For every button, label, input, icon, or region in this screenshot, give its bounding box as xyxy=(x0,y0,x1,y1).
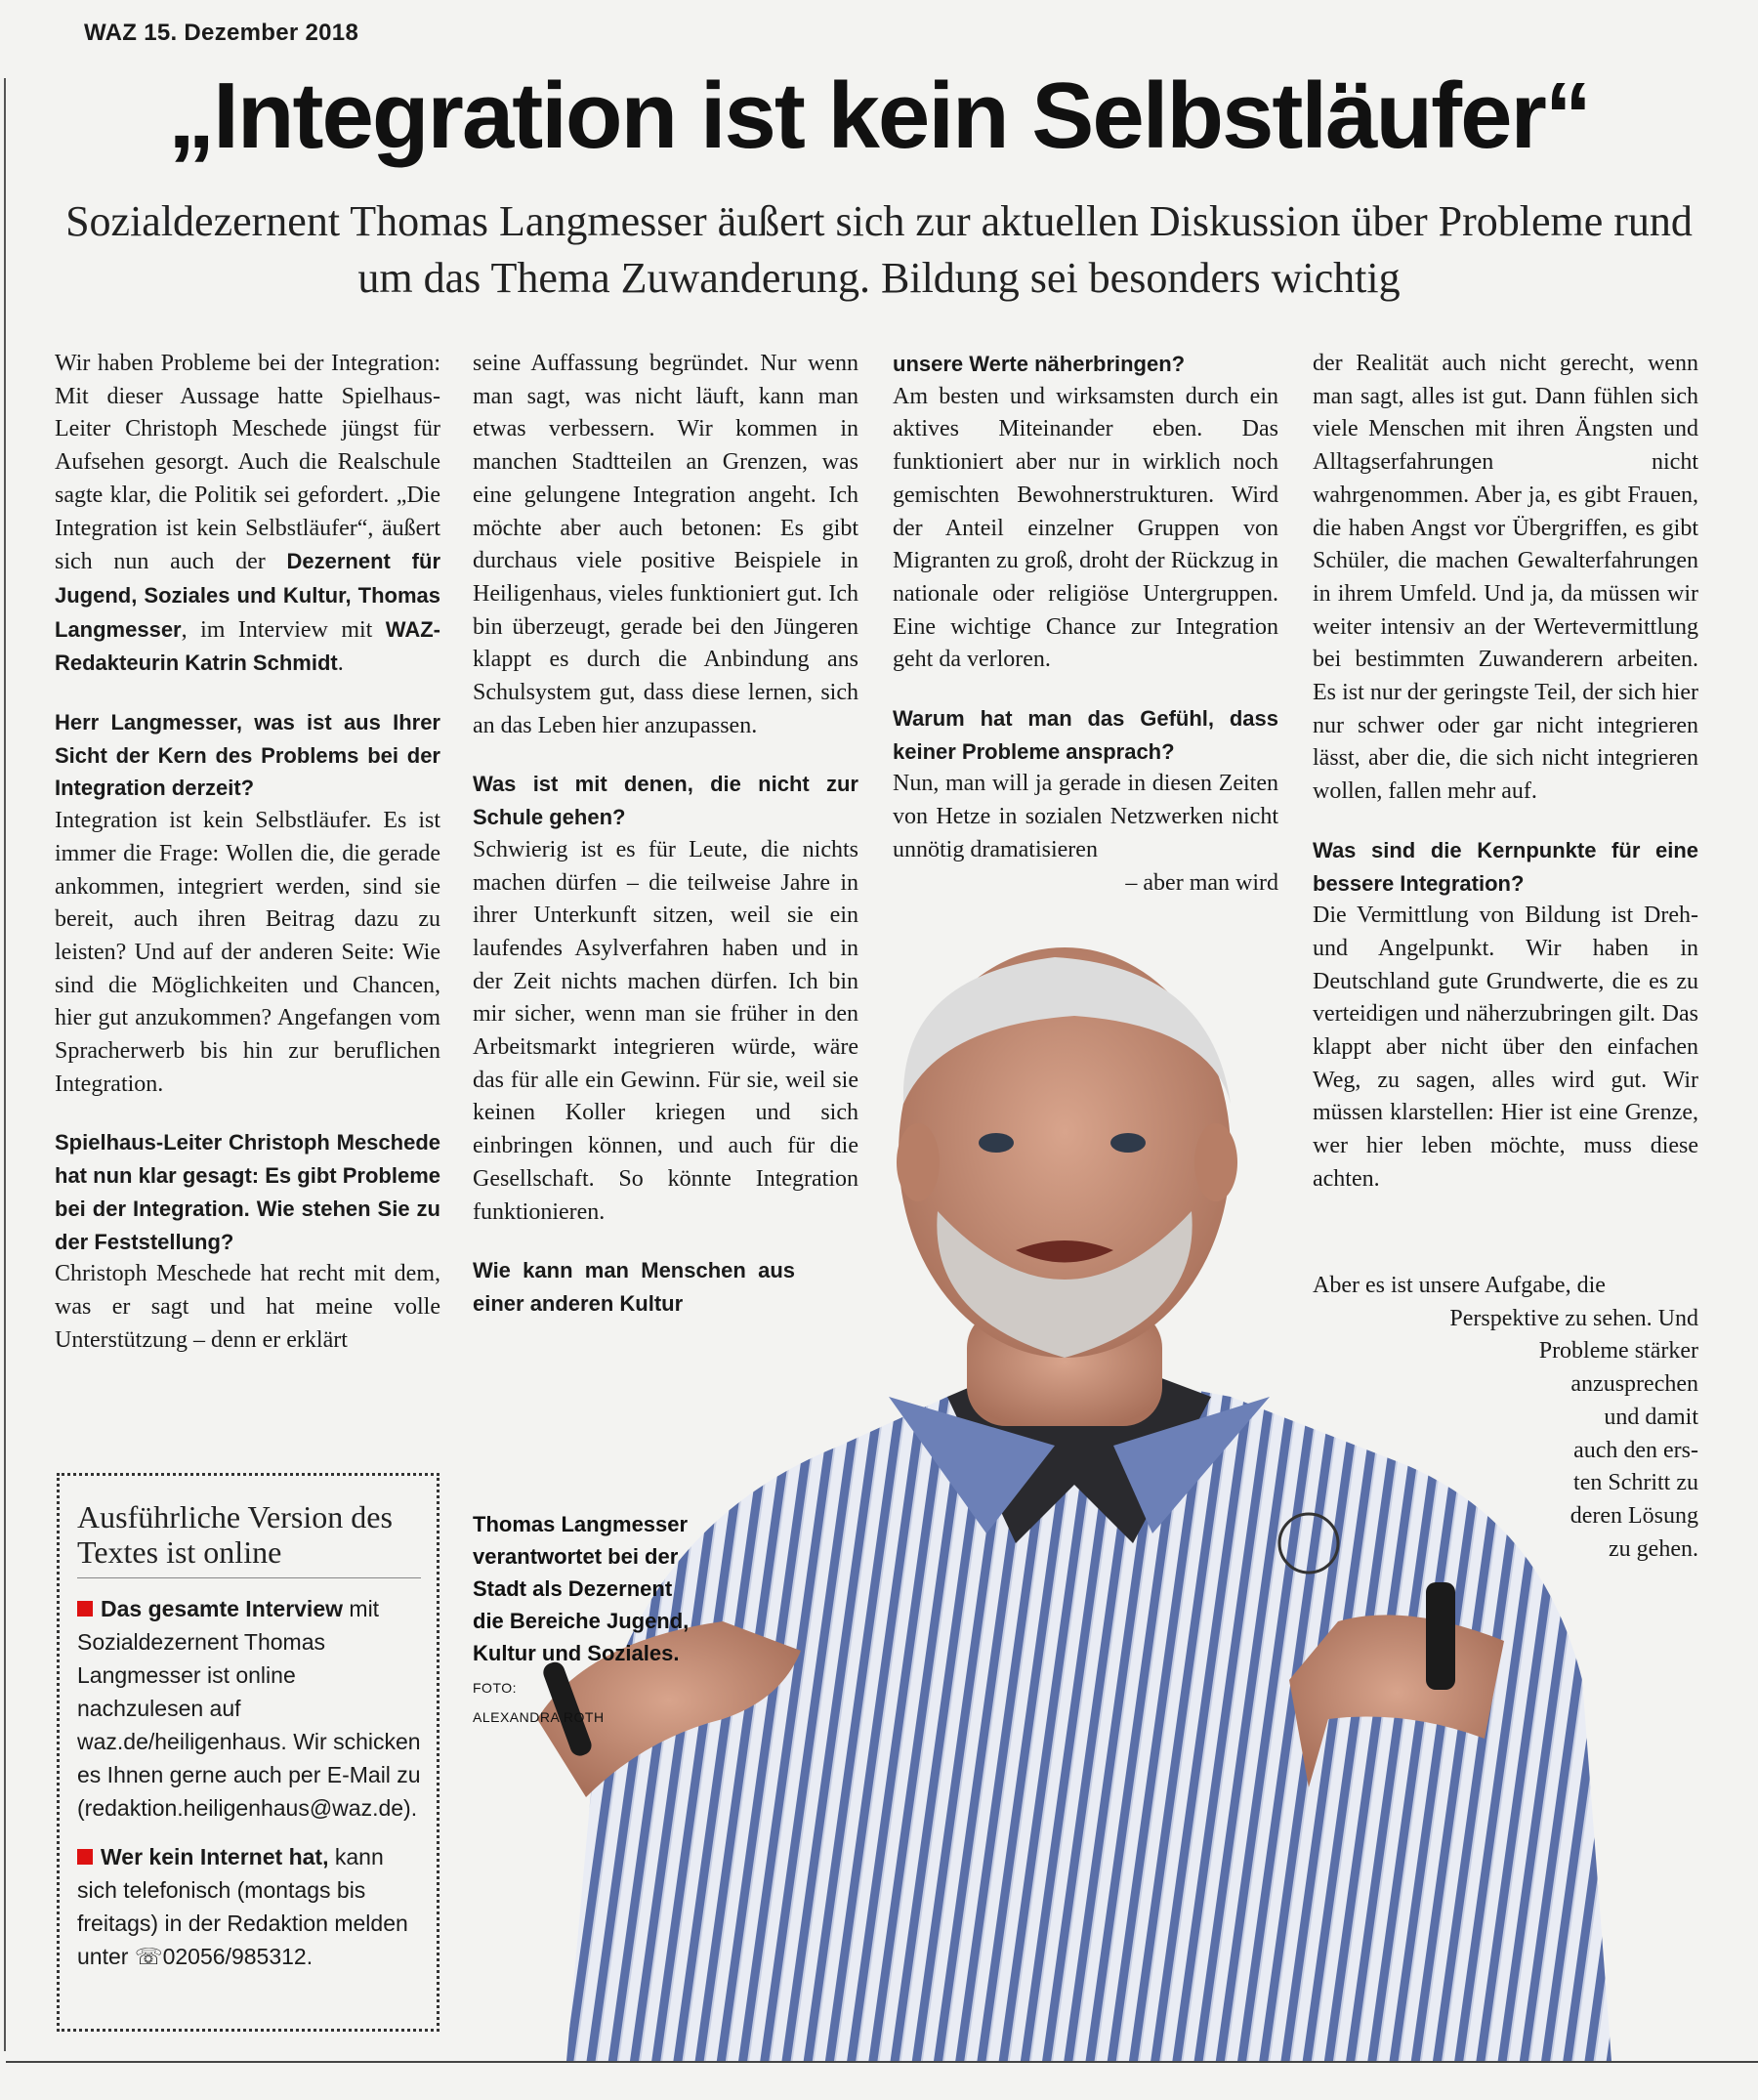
answer-5-end: – aber man wird xyxy=(1125,869,1278,896)
wrap-line: Aber es ist unsere Aufgabe, die xyxy=(1313,1273,1606,1298)
intro-paragraph xyxy=(55,348,440,681)
headline: „Integration ist kein Selbstläufer“ xyxy=(168,63,1590,168)
wrap-line: Perspektive zu sehen. Und xyxy=(1449,1305,1698,1331)
info-bold-lead: Das gesamte Interview xyxy=(101,1596,344,1621)
online-info-box xyxy=(57,1473,440,2032)
wrap-line: zu gehen. xyxy=(1609,1535,1698,1562)
answer-1: Integration ist kein Selbstläufer. Es ist immer die Frage: Wollen die, die gerade ankommen, integriert werden, sind sie bereit, auch ihren Beitrag dazu zu leisten? Und auf der anderen Seite: Wie sind die Möglichkeiten und Chancen, hier gut anzukommen? Angefangen vom Spracherwerb bis hin zur beruflichen Integration. xyxy=(55,808,440,1097)
dateline: WAZ 15. Dezember 2018 xyxy=(84,20,359,46)
question-6: Was sind die Kernpunkte für eine bessere Integration? xyxy=(1313,837,1698,896)
intro-end: . xyxy=(337,651,344,677)
info-bold-lead: Wer kein Internet hat, xyxy=(101,1844,329,1869)
answer-6: Die Vermittlung von Bildung ist Dreh- und Angelpunkt. Wir haben in Deutschland gute Grundwerte, die es zu verteidigen und näherzubringen gilt. Das klappt aber nicht über den einfachen Weg, zu sagen, alles wird gut. Wir müssen klarstellen: Hier ist eine Grenze, wer hier leben möchte, muss diese achten. xyxy=(1313,903,1698,1192)
wrap-line: und damit xyxy=(1604,1404,1698,1430)
phone-number: 02056/985312. xyxy=(162,1944,314,1969)
caption-credit-name: ALEXANDRA ROTH xyxy=(473,1709,605,1725)
subheadline: Sozialdezernent Thomas Langmesser äußert sich zur aktuellen Diskussion über Probleme rund um das Thema Zuwanderung. Bildung sei besonders wichtig xyxy=(65,197,1693,302)
intro-person-bold: Dezernent für Jugend, Soziales und Kultur, Thomas Langmesser xyxy=(55,549,440,642)
info-paragraph-2 xyxy=(77,1840,421,1973)
answer-5-continued: der Realität auch nicht gerecht, wenn man sagt, alles ist gut. Dann fühlen sich viele Menschen mit ihren Ängsten und Alltagserfahrungen nicht wahrgenommen. Aber ja, es gibt Frauen, die haben Angst vor Übergriffen, es gibt Schüler, die machen Gewalterfahrungen in ihrem Umfeld. Und ja, da müssen wir weiter intensiv an der Wertevermittlung bei bestimmten Zuwanderern arbeiten. Es ist nur der geringste Teil, der sich hier nur schwer oder gar nicht integrieren lässt, aber die, die sich nicht integrieren wollen, fallen mehr auf. xyxy=(1313,351,1698,805)
caption-credit-label: FOTO: xyxy=(473,1680,518,1696)
answer-6-wrapped xyxy=(1313,1270,1698,1566)
intro-author-bold: WAZ-Redakteurin Katrin Schmidt xyxy=(55,616,440,676)
phone-icon: ☏ xyxy=(134,1944,163,1969)
intro-text-2: , im Interview mit xyxy=(181,616,386,643)
caption-text: Thomas Langmesser verantwortet bei der Stadt als Dezernent die Bereiche Jugend, Kultur und Soziales. xyxy=(473,1512,690,1665)
intro-text: Wir haben Probleme bei der Integration: Mit dieser Aussage hatte Spielhaus-Leiter Christoph Meschede jüngst für Aufsehen gesorgt. Auch die Realschule sagte klar, die Politik sei gefordert. „Die Integration ist kein Selbstläufer“, äußert sich nun auch der xyxy=(55,351,440,575)
page-border-bottom xyxy=(6,2061,1758,2063)
question-1: Herr Langmesser, was ist aus Ihrer Sicht der Kern des Problems bei der Integration derzeit? xyxy=(55,710,440,801)
info-text: kann sich telefonisch (montags bis freitags) in der Redaktion melden unter xyxy=(77,1844,408,1969)
question-5: Warum hat man das Gefühl, dass keiner Probleme ansprach? xyxy=(893,706,1278,764)
page-border-left xyxy=(4,78,6,2051)
answer-5: Nun, man will ja gerade in diesen Zeiten von Hetze in sozialen Netzwerken nicht unnötig dramatisieren xyxy=(893,771,1278,862)
info-text: mit Sozialdezernent Thomas Langmesser ist online nachzulesen auf waz.de/heiligenhaus. Wir schicken es Ihnen gerne auch per E-Mail zu (redaktion.heiligenhaus@waz.de). xyxy=(77,1596,421,1821)
wrap-line: auch den ers- xyxy=(1573,1437,1698,1463)
red-square-bullet-icon xyxy=(77,1601,93,1617)
wrap-line: anzusprechen xyxy=(1570,1371,1698,1398)
answer-3: Schwierig ist es für Leute, die nichts machen dürfen – die teilweise Jahre in ihrer Unterkunft sitzen, weil sie ein laufendes Asylverfahren haben und in der Zeit nichts machen dürfen. Ich bin mir sicher, wenn man sie früher in den Arbeitsmarkt integrieren würde, wäre das für alle ein Gewinn. Für sie, weil sie keinen Koller kriegen und sich einbringen können, und auch für die Gesellschaft. So könnte Integration funktionieren. xyxy=(473,836,858,1225)
wrap-line: Probleme stärker xyxy=(1538,1338,1698,1365)
question-2: Spielhaus-Leiter Christoph Meschede hat nun klar gesagt: Es gibt Probleme bei der Integration. Wie stehen Sie zu der Feststellung? xyxy=(55,1130,440,1254)
wrap-line: ten Schritt zu xyxy=(1573,1470,1698,1496)
question-3: Was ist mit denen, die nicht zur Schule gehen? xyxy=(473,772,858,830)
photo-caption xyxy=(473,1508,707,1730)
red-square-bullet-icon xyxy=(77,1849,93,1865)
article-column-1 xyxy=(55,348,440,1357)
answer-2: Christoph Meschede hat recht mit dem, was er sagt und hat meine volle Unterstützung – denn er erklärt xyxy=(55,1261,440,1353)
wrap-line: deren Lösung xyxy=(1570,1502,1698,1529)
answer-4: Am besten und wirksamsten durch ein aktives Miteinander eben. Das funktioniert aber nur in wirklich noch gemischten Bewohnerstrukturen. Wird der Anteil einzelner Gruppen von Migranten zu groß, droht der Rückzug in nationale oder religiöse Untergruppen. Eine wichtige Chance zur Integration geht da verloren. xyxy=(893,383,1278,673)
answer-2-continued: seine Auffassung begründet. Nur wenn man sagt, was nicht läuft, kann man etwas verbessern. Wir kommen in manchen Stadtteilen an Grenzen, was eine gelungene Integration angeht. Ich möchte aber auch betonen: Es gibt durchaus viele positive Beispiele in Heiligenhaus, vieles funktioniert gut. Ich bin überzeugt, gerade bei den Jüngeren klappt es durch die Anbindung ans Schulsystem gut, dass diese lernen, sich an das Leben hier anzupassen. xyxy=(473,351,858,738)
fitness-tracker xyxy=(1426,1582,1455,1690)
info-paragraph-1 xyxy=(77,1592,421,1825)
info-box-title: Ausführliche Version des Textes ist online xyxy=(77,1499,421,1578)
question-4-continued: unsere Werte näherbringen? xyxy=(893,352,1186,376)
article-column-3 xyxy=(893,348,1278,900)
question-4: Wie kann man Menschen aus einer anderen Kultur xyxy=(473,1258,795,1316)
